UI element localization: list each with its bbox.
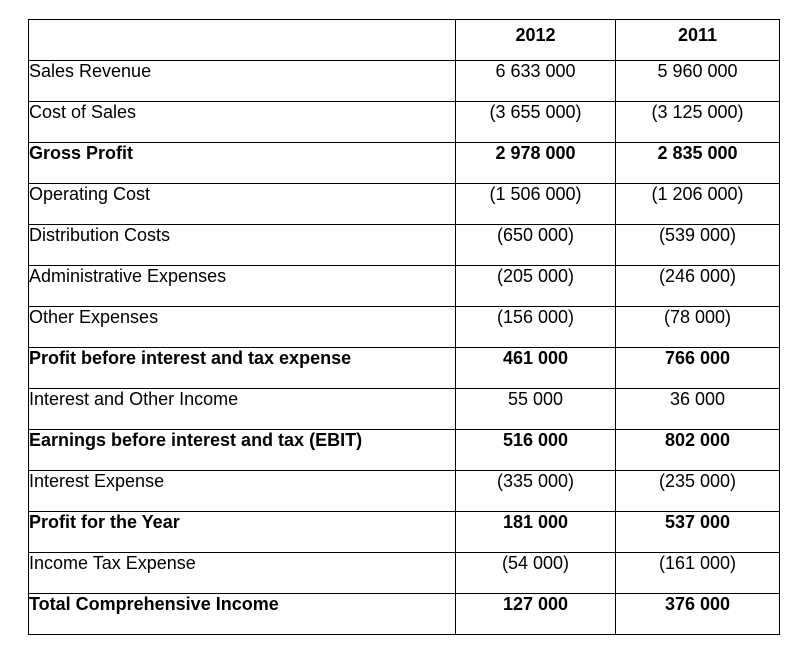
- table-row: [29, 594, 780, 635]
- table-row: [29, 184, 780, 225]
- row-label: Operating Cost: [29, 184, 456, 225]
- table-row: [29, 102, 780, 143]
- row-label: Cost of Sales: [29, 102, 456, 143]
- row-label: Interest and Other Income: [29, 389, 456, 430]
- row-label: Profit before interest and tax expense: [29, 348, 456, 389]
- table-row: [29, 348, 780, 389]
- table-row: [29, 553, 780, 594]
- table-row: [29, 389, 780, 430]
- row-label: Income Tax Expense: [29, 553, 456, 594]
- value-2011: 802 000: [616, 430, 780, 471]
- value-2011: (161 000): [616, 553, 780, 594]
- table-row: [29, 225, 780, 266]
- table-row: [29, 61, 780, 102]
- value-2011: 36 000: [616, 389, 780, 430]
- value-2011: 376 000: [616, 594, 780, 635]
- table-body: [29, 61, 780, 635]
- value-2011: (235 000): [616, 471, 780, 512]
- value-2012: (1 506 000): [456, 184, 616, 225]
- value-2011: 537 000: [616, 512, 780, 553]
- value-2012: (205 000): [456, 266, 616, 307]
- header-year-2012: 2012: [456, 20, 616, 61]
- value-2012: (650 000): [456, 225, 616, 266]
- row-label: Profit for the Year: [29, 512, 456, 553]
- table-row: [29, 471, 780, 512]
- income-statement-table: [28, 19, 780, 635]
- value-2012: 516 000: [456, 430, 616, 471]
- header-year-2011: 2011: [616, 20, 780, 61]
- header-row: [29, 20, 780, 61]
- table-row: [29, 266, 780, 307]
- row-label: Administrative Expenses: [29, 266, 456, 307]
- table-row: [29, 430, 780, 471]
- value-2011: (246 000): [616, 266, 780, 307]
- table-row: [29, 143, 780, 184]
- table-row: [29, 307, 780, 348]
- value-2011: (78 000): [616, 307, 780, 348]
- row-label: Distribution Costs: [29, 225, 456, 266]
- value-2011: 766 000: [616, 348, 780, 389]
- value-2012: (54 000): [456, 553, 616, 594]
- row-label: Sales Revenue: [29, 61, 456, 102]
- value-2012: (335 000): [456, 471, 616, 512]
- value-2012: 127 000: [456, 594, 616, 635]
- row-label: Total Comprehensive Income: [29, 594, 456, 635]
- table-row: [29, 512, 780, 553]
- value-2011: (539 000): [616, 225, 780, 266]
- row-label: Earnings before interest and tax (EBIT): [29, 430, 456, 471]
- value-2012: 2 978 000: [456, 143, 616, 184]
- value-2011: 2 835 000: [616, 143, 780, 184]
- value-2012: 461 000: [456, 348, 616, 389]
- value-2012: (156 000): [456, 307, 616, 348]
- row-label: Interest Expense: [29, 471, 456, 512]
- row-label: Gross Profit: [29, 143, 456, 184]
- value-2011: (3 125 000): [616, 102, 780, 143]
- value-2012: 55 000: [456, 389, 616, 430]
- value-2012: (3 655 000): [456, 102, 616, 143]
- header-label-cell: [29, 20, 456, 61]
- value-2012: 181 000: [456, 512, 616, 553]
- value-2011: 5 960 000: [616, 61, 780, 102]
- value-2011: (1 206 000): [616, 184, 780, 225]
- value-2012: 6 633 000: [456, 61, 616, 102]
- row-label: Other Expenses: [29, 307, 456, 348]
